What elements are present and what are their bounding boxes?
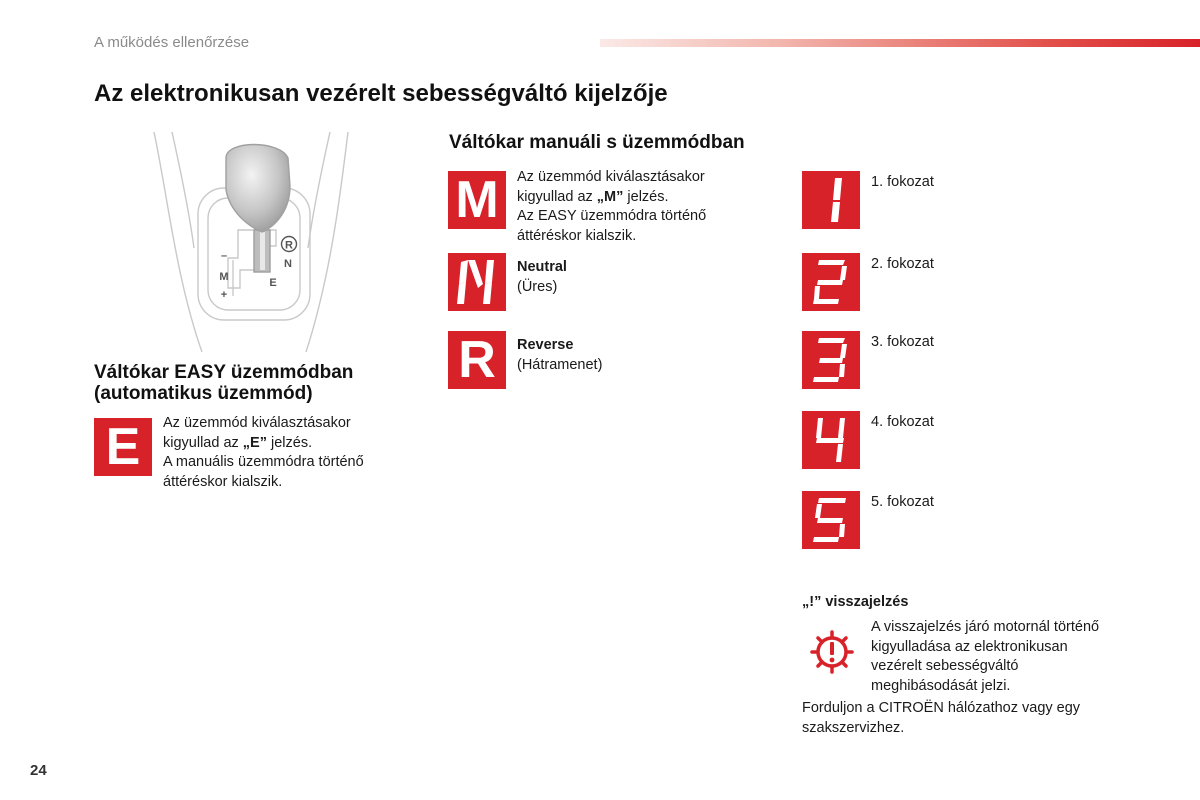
- position-label-plus: +: [220, 289, 228, 301]
- console-right-edge: [306, 132, 348, 352]
- position-label-minus: –: [220, 250, 228, 262]
- manual-mode-title: Váltókar manuáli s üzemmódban: [449, 132, 745, 153]
- manual-mode-badge: M: [448, 171, 506, 229]
- easy-text-line2: kigyullad az „E” jelzés.: [163, 434, 313, 451]
- section-label: A működés ellenőrzése: [94, 34, 250, 51]
- manual-mode-text: [517, 168, 706, 246]
- easy-mode-title-line1: Váltókar EASY üzemmódban: [94, 362, 354, 383]
- gear-2-label: 2. fokozat: [871, 256, 934, 272]
- warning-text-line4: meghibásodását jelzi.: [871, 677, 1011, 694]
- easy-mode-title: [94, 362, 353, 404]
- console-left-edge: [154, 132, 202, 352]
- position-label-n: N: [284, 258, 292, 270]
- neutral-badge: [448, 253, 506, 311]
- neutral-subtitle: (Üres): [517, 278, 558, 295]
- gear-1-badge: [802, 171, 860, 229]
- console-inner-left: [172, 132, 194, 248]
- manual-text-line1: Az üzemmód kiválasztásakor: [517, 169, 705, 185]
- gearbox-fault-icon: [810, 630, 854, 674]
- reverse-title: Reverse: [517, 337, 574, 353]
- gear-lever-illustration: [140, 128, 360, 353]
- warning-advice: [802, 699, 1080, 738]
- reverse-subtitle: (Hátramenet): [517, 356, 603, 373]
- position-label-e: E: [269, 277, 277, 289]
- gear-5-digit: [811, 496, 851, 544]
- page-title: Az elektronikusan vezérelt sebességváltó kijelzője: [94, 80, 668, 107]
- warning-text-line3: vezérelt sebességváltó: [871, 658, 1019, 674]
- manual-text-line4: áttéréskor kialszik.: [517, 227, 637, 244]
- warning-text-line1: A visszajelzés járó motornál történő: [871, 619, 1100, 635]
- neutral-segment-n: [457, 258, 497, 306]
- warning-advice-line2: szakszervizhez.: [802, 719, 905, 736]
- position-label-m: M: [219, 271, 229, 283]
- easy-text-line4: áttéréskor kialszik.: [163, 473, 283, 490]
- gear-2-digit: [811, 258, 851, 306]
- warning-title: „!” visszajelzés: [802, 594, 909, 610]
- easy-text-line3: A manuális üzemmódra történő: [163, 454, 364, 470]
- position-label-r: R: [285, 239, 293, 252]
- neutral-title: Neutral: [517, 259, 567, 275]
- gear-3-badge: [802, 331, 860, 389]
- header-accent-bar: [600, 39, 1200, 47]
- gear-5-label: 5. fokozat: [871, 494, 934, 510]
- gear-3-digit: [811, 336, 851, 384]
- console-inner-right: [308, 132, 330, 248]
- easy-text-line1: Az üzemmód kiválasztásakor: [163, 415, 351, 431]
- page-number: 24: [30, 762, 47, 779]
- warning-text-line2: kigyulladása az elektronikusan: [871, 638, 1068, 655]
- warning-advice-line1: Forduljon a CITROËN hálózathoz vagy egy: [802, 700, 1081, 716]
- gear-1-digit: [811, 176, 851, 224]
- neutral-text: [517, 258, 567, 297]
- easy-mode-text: [163, 414, 364, 492]
- gear-4-digit: [811, 416, 851, 464]
- reverse-text: [517, 336, 602, 375]
- manual-text-line2: kigyullad az „M” jelzés.: [517, 188, 669, 205]
- lever-knob: [226, 145, 290, 233]
- easy-mode-title-line2: (automatikus üzemmód): [94, 383, 313, 404]
- reverse-badge: R: [448, 331, 506, 389]
- gear-4-label: 4. fokozat: [871, 414, 934, 430]
- gear-5-badge: [802, 491, 860, 549]
- easy-mode-badge: E: [94, 418, 152, 476]
- gear-1-label: 1. fokozat: [871, 174, 934, 190]
- gear-2-badge: [802, 253, 860, 311]
- warning-text: [871, 618, 1099, 696]
- gear-3-label: 3. fokozat: [871, 334, 934, 350]
- gear-4-badge: [802, 411, 860, 469]
- manual-text-line3: Az EASY üzemmódra történő: [517, 208, 707, 224]
